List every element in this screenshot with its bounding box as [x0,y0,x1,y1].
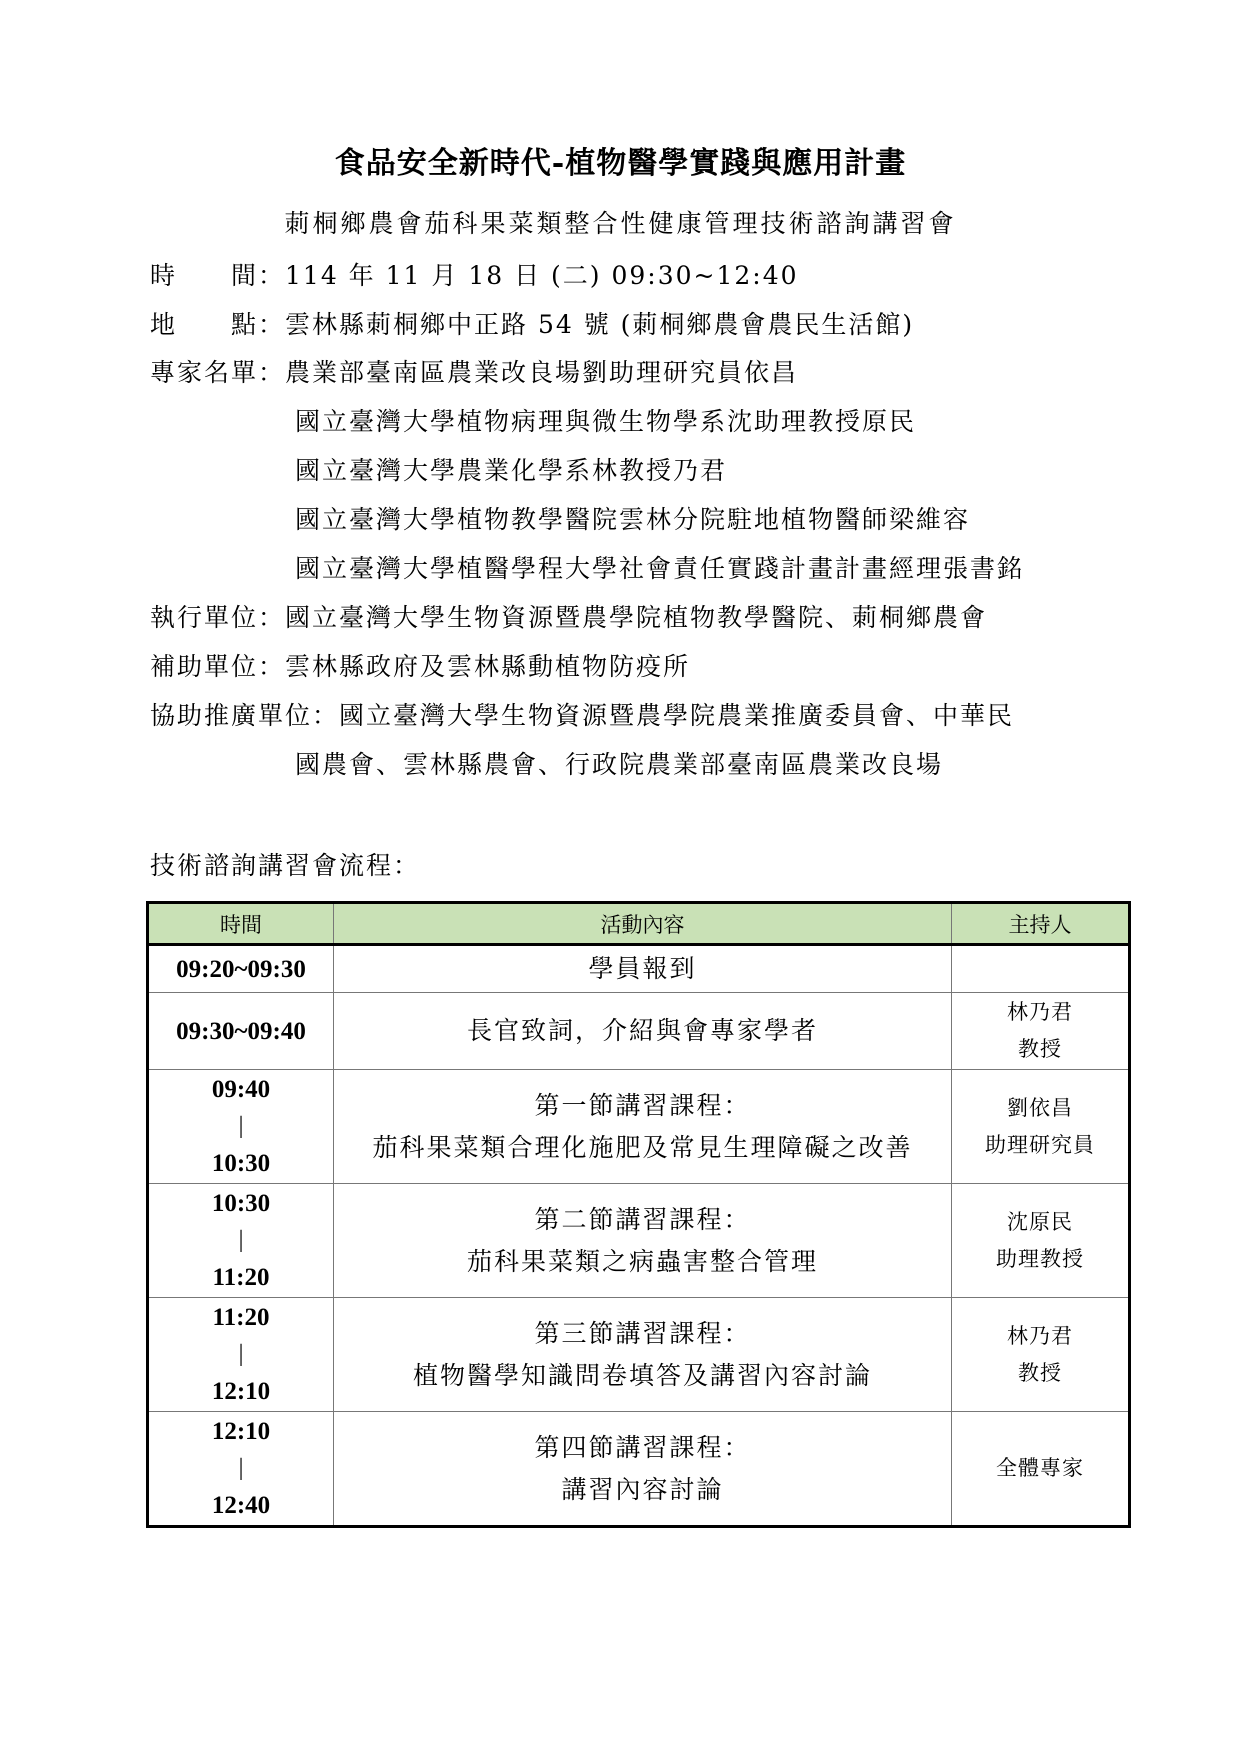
time-end: 12:40 [211,1492,271,1519]
host-name: 劉依昌 [1007,1095,1073,1120]
time-separator: | [238,1455,244,1481]
time-end: 10:30 [211,1150,271,1177]
host-cell [952,1298,1130,1412]
session-title: 第二節講習課程： [534,1204,751,1234]
session-title: 第一節講習課程： [534,1090,751,1120]
executor-line [150,598,987,634]
time-start: 09:40 [211,1076,271,1103]
activity-cell [334,1184,952,1298]
sponsor-value: 雲林縣政府及雲林縣動植物防疫所 [285,652,691,681]
table-row [148,1184,1130,1298]
host-name: 林乃君 [1007,1000,1073,1024]
header-host: 主持人 [952,903,1130,945]
expert-item: 農業部臺南區農業改良場劉助理研究員依昌 [285,358,799,387]
session-title: 第四節講習課程： [534,1432,751,1462]
table-row [148,1412,1130,1527]
document-title: 食品安全新時代-植物醫學實踐與應用計畫 [334,146,907,181]
time-cell: 09:20~09:30 [148,945,334,993]
executor-value: 國立臺灣大學生物資源暨農學院植物教學醫院、莿桐鄉農會 [285,603,988,632]
header-time: 時間 [148,903,334,945]
host-cell [952,1184,1130,1298]
expert-item: 國立臺灣大學植物病理與微生物學系沈助理教授原民 [295,407,917,436]
promoter-value: 國立臺灣大學生物資源暨農學院農業推廣委員會、中華民 [339,701,1015,730]
experts-label: 專家名單： [150,358,286,387]
session-title: 第三節講習課程： [534,1318,751,1348]
time-cell [148,1412,334,1527]
session-topic: 植物醫學知識問卷填答及講習內容討論 [412,1360,872,1390]
time-separator: | [238,1341,244,1367]
host-cell [952,945,1130,993]
header-activity: 活動內容 [334,903,952,945]
host-title: 教授 [1018,1360,1062,1385]
table-row [148,945,1130,993]
sponsor-label: 補助單位： [150,652,286,681]
executor-label: 執行單位： [150,603,286,632]
time-start: 10:30 [211,1190,271,1217]
session-topic: 茄科果菜類之病蟲害整合管理 [466,1246,818,1276]
host-title: 助理教授 [996,1246,1084,1271]
activity-cell: 長官致詞，介紹與會專家學者 [334,993,952,1070]
time-start: 11:20 [212,1304,270,1331]
place-line [150,305,914,341]
host-title: 教授 [1018,1037,1062,1061]
expert-item: 國立臺灣大學植醫學程大學社會責任實踐計畫計畫經理張書銘 [295,554,1025,583]
place-value: 雲林縣莿桐鄉中正路 54 號 (莿桐鄉農會農民生活館) [285,310,915,339]
time-start: 12:10 [211,1418,271,1445]
host-name: 林乃君 [1007,1323,1073,1348]
session-topic: 講習內容討論 [561,1474,724,1504]
experts-line [150,353,798,389]
activity-cell [334,1298,952,1412]
expert-item: 國立臺灣大學植物教學醫院雲林分院駐地植物醫師梁維容 [295,505,971,534]
promoter-line [150,696,1014,732]
schedule-table [146,901,1131,1528]
time-line [150,256,799,292]
time-end: 11:20 [212,1264,270,1291]
session-topic: 茄科果菜類合理化施肥及常見生理障礙之改善 [372,1132,913,1162]
activity-cell: 學員報到 [334,945,952,993]
time-cell [148,1298,334,1412]
time-label: 時 間： [150,261,286,290]
place-label: 地 點： [150,310,286,339]
time-cell: 09:30~09:40 [148,993,334,1070]
table-header-row [148,903,1130,945]
time-cell [148,1184,334,1298]
table-row [148,1070,1130,1184]
sponsor-line [150,647,690,683]
promoter-label: 協助推廣單位： [150,701,340,730]
time-end: 12:10 [211,1378,271,1405]
host-cell [952,993,1130,1070]
time-value: 114 年 11 月 18 日 (二) 09:30~12:40 [285,261,799,290]
document-subtitle: 莿桐鄉農會茄科果菜類整合性健康管理技術諮詢講習會 [284,209,957,238]
table-row [148,1298,1130,1412]
activity-cell [334,1412,952,1527]
time-cell [148,1070,334,1184]
time-separator: | [238,1227,244,1253]
promoter-value-cont: 國農會、雲林縣農會、行政院農業部臺南區農業改良場 [295,750,944,779]
table-row [148,993,1130,1070]
flow-label: 技術諮詢講習會流程： [150,851,421,880]
activity-cell [334,1070,952,1184]
host-name: 沈原民 [1007,1209,1073,1234]
host-cell: 全體專家 [952,1412,1130,1527]
host-title: 助理研究員 [985,1132,1095,1157]
expert-item: 國立臺灣大學農業化學系林教授乃君 [295,456,728,485]
host-cell [952,1070,1130,1184]
time-separator: | [238,1113,244,1139]
